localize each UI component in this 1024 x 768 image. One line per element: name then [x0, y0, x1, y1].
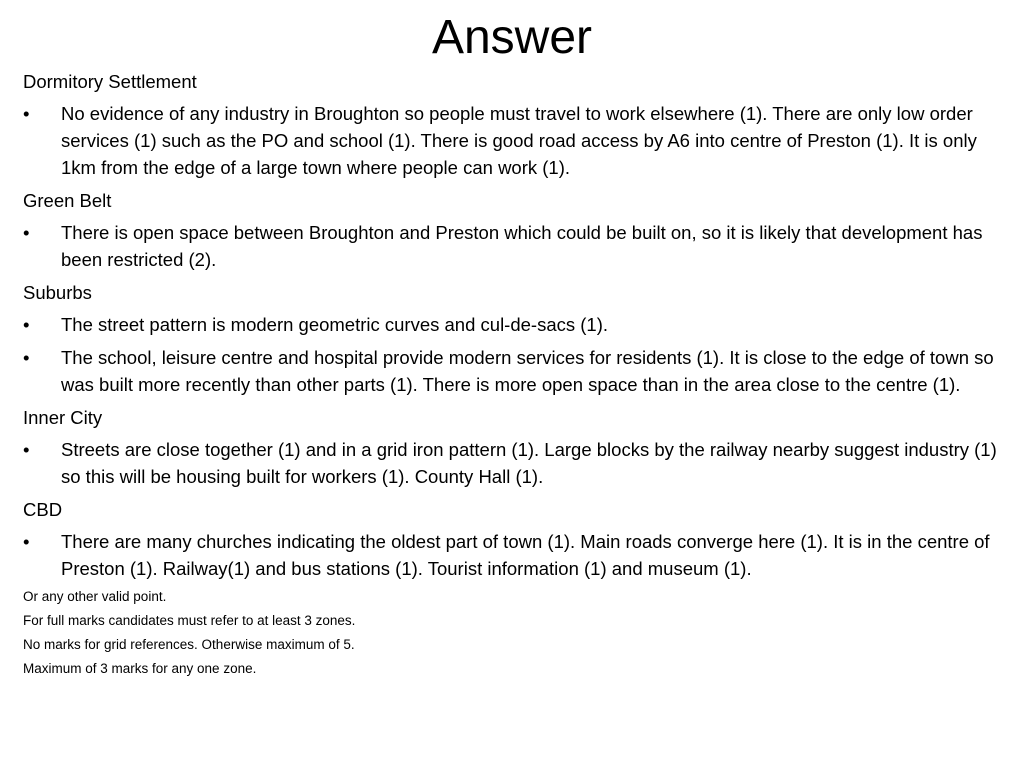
bullet-text: The school, leisure centre and hospital provide modern services for residents (1). It is close to the edge of town so was built more recently than other parts (1). There is more open space than in the area close to the centre (1). — [61, 347, 994, 395]
bullet-text: Streets are close together (1) and in a grid iron pattern (1). Large blocks by the railway nearby suggest industry (1) so this will be housing built for workers (1). County Hall (1). — [61, 439, 997, 487]
bullet-list-inner-city — [23, 436, 1008, 490]
bullet-list-suburbs — [23, 311, 1008, 398]
note-maximum-per-zone: Maximum of 3 marks for any one zone. — [23, 661, 257, 676]
bullet-item — [23, 528, 1008, 582]
bullet-icon: • — [23, 347, 30, 368]
bullet-item — [23, 100, 1008, 181]
bullet-list-green-belt — [23, 219, 1008, 273]
zone-heading-cbd: CBD — [23, 499, 63, 520]
zone-heading-green-belt: Green Belt — [23, 190, 112, 211]
bullet-item — [23, 436, 1008, 490]
bullet-text: No evidence of any industry in Broughton so people must travel to work elsewhere (1). There are only low order services (1) such as the PO and school (1). There is good road access by A6 into centre of Preston (1). It is only 1km from the edge of a large town where people can work (1). — [61, 103, 977, 178]
bullet-icon: • — [23, 531, 30, 552]
bullet-item — [23, 219, 1008, 273]
slide-title: Answer — [431, 11, 593, 64]
note-grid-references: No marks for grid references. Otherwise maximum of 5. — [23, 637, 355, 652]
bullet-icon: • — [23, 222, 30, 243]
zone-heading-inner-city: Inner City — [23, 407, 103, 428]
zone-heading-dormitory-settlement: Dormitory Settlement — [23, 71, 197, 92]
zone-heading-suburbs: Suburbs — [23, 282, 92, 303]
bullet-text: There are many churches indicating the oldest part of town (1). Main roads converge here (1). It is in the centre of Preston (1). Railway(1) and bus stations (1). Tourist information (1) and museum (1). — [61, 531, 990, 579]
bullet-icon: • — [23, 439, 30, 460]
bullet-icon: • — [23, 314, 30, 335]
bullet-list-cbd — [23, 528, 1008, 582]
bullet-item — [23, 344, 1008, 398]
bullet-text: There is open space between Broughton and Preston which could be built on, so it is likely that development has been restricted (2). — [61, 222, 983, 270]
note-other-valid-point: Or any other valid point. — [23, 589, 167, 604]
bullet-item — [23, 311, 1008, 338]
slide-content — [23, 68, 1008, 684]
bullet-icon: • — [23, 103, 30, 124]
bullet-text: The street pattern is modern geometric curves and cul-de-sacs (1). — [61, 314, 609, 335]
note-full-marks: For full marks candidates must refer to at least 3 zones. — [23, 613, 356, 628]
bullet-list-dormitory-settlement — [23, 100, 1008, 181]
